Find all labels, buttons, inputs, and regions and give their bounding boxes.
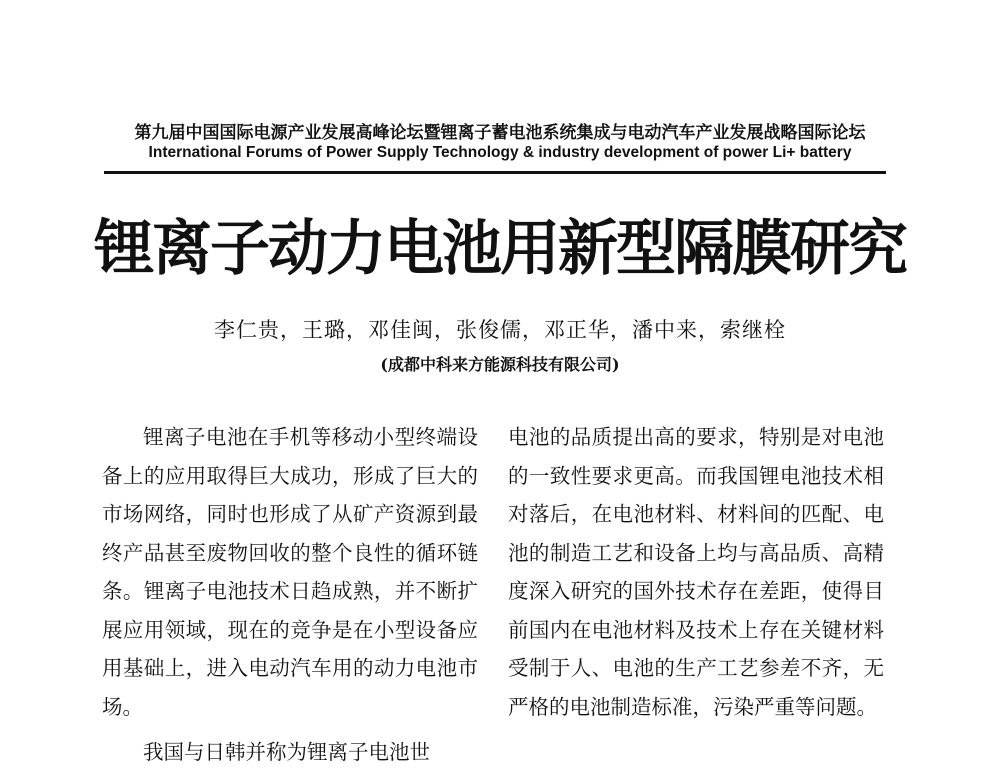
header-divider <box>104 171 886 174</box>
paper-title: 锂离子动力电池用新型隔膜研究 <box>94 214 906 284</box>
body-column-left <box>102 418 478 772</box>
body-column-right <box>508 418 884 726</box>
affiliation: (成都中科来方能源科技有限公司) <box>380 355 620 374</box>
conference-header-english: International Forums of Power Supply Technology & industry development of power Li+ battery <box>148 144 852 161</box>
body-paragraph: 电池的品质提出高的要求，特别是对电池的一致性要求更高。而我国锂电池技术相对落后，在电池材料、材料间的匹配、电池的制造工艺和设备上均与高品质、高精度深入研究的国外技术存在差距，使得目前国内在电池材料及技术上存在关键材料受制于人、电池的生产工艺参差不齐，无严格的电池制造标准，污染严重等问题。 <box>508 425 884 719</box>
body-paragraph: 我国与日韩并称为锂离子电池世 <box>143 740 430 764</box>
body-paragraph: 锂离子电池在手机等移动小型终端设备上的应用取得巨大成功，形成了巨大的市场网络，同时也形成了从矿产资源到最终产品甚至废物回收的整个良性的循环链条。锂离子电池技术日趋成熟，并不断扩展应用领域，现在的竞争是在小型设备应用基础上，进入电动汽车用的动力电池市场。 <box>102 425 478 719</box>
author-list: 李仁贵，王璐，邓佳闽，张俊儒，邓正华，潘中来，索继栓 <box>214 318 786 342</box>
conference-header-chinese: 第九届中国国际电源产业发展高峰论坛暨锂离子蓄电池系统集成与电动汽车产业发展战略国际论坛 <box>134 123 866 143</box>
